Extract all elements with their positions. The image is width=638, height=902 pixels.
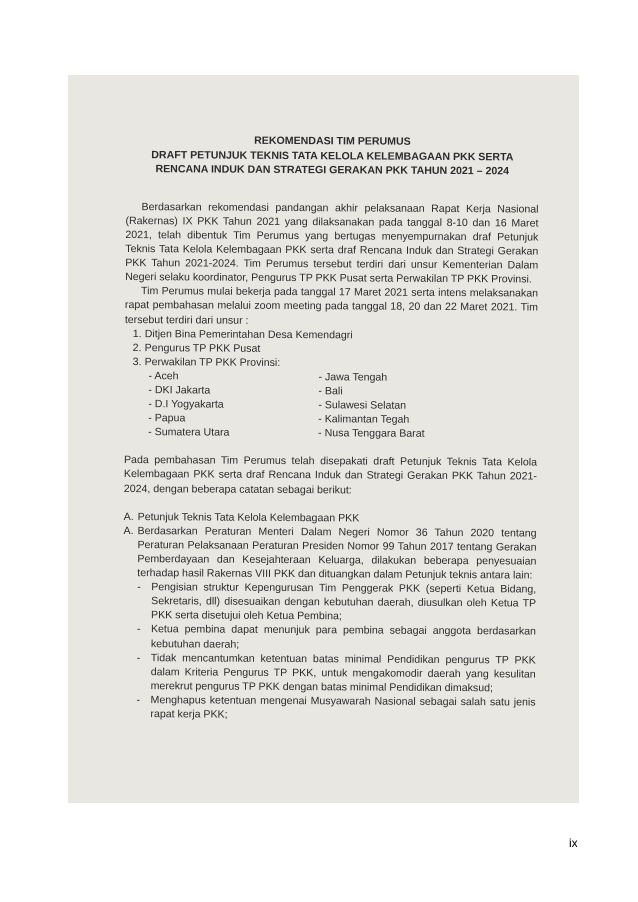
title-line-3: RENCANA INDUK DAN STRATEGI GERAKAN PKK TAHUN 2021 – 2024: [155, 163, 510, 178]
paragraph-1: Berdasarkan rekomendasi pandangan akhir pelaksanaan Rapat Kerja Nasional (Rakernas) IX PKK Tahun 2021 yang dilaksanakan pada tanggal 8-10 dan 16 Maret 2021, telah dibentuk Tim Perumus yang bertugas menyempurnakan draf Petunjuk Teknis Tata Kelola Kelembagaan PKK serta draf Rencana Induk dan Strategi Gerakan PKK Tahun 2021-2024. Tim Perumus tersebut terdiri dari unsur Kementerian Dalam Negeri selaku koordinator, Pengurus TP PKK Pusat serta Perwakilan TP PKK Provinsi.: [125, 200, 539, 286]
title-line-1: REKOMENDASI TIM PERUMUS: [254, 134, 411, 148]
province-list: [124, 369, 537, 442]
document-title: [126, 133, 539, 179]
page-number: ix: [569, 836, 578, 850]
province-item: - Bali: [318, 385, 343, 398]
list-item: - Pengisian struktur Kepengurusan Tim Penggerak PKK (seperti Ketua Bidang, Sekretaris, dll) disesuaikan dengan kebutuhan daerah, diusulkan oleh Ketua TP PKK serta disetujui oleh Ketua Pembina;: [137, 581, 537, 623]
province-item: - Nusa Tenggara Barat: [318, 427, 425, 441]
page-body: [122, 133, 539, 724]
section-a-heading: A. Petunjuk Teknis Tata Kelola Kelembagaan PKK: [123, 510, 360, 525]
list-item: 3. Perwakilan TP PKK Provinsi:: [132, 355, 281, 369]
list-item: - Menghapus ketentuan mengenai Musyawarah Nasional sebagai salah satu jenis rapat kerja PKK;: [136, 693, 536, 721]
section-a-body: A. Berdasarkan Peraturan Menteri Dalam Negeri Nomor 36 Tahun 2020 tentang Peraturan Pelaksanaan Peraturan Presiden Nomor 99 Tahun 2017 tentang Gerakan Pemberdayaan dan Kesejahteraan Keluarga, dilakukan beberapa penyesuaian terhadap hasil Rakernas VIII PKK dan dituangkan dalam Petunjuk teknis antara lain:: [123, 524, 537, 582]
title-line-2: DRAFT PETUNJUK TEKNIS TATA KELOLA KELEMBAGAAN PKK SERTA: [151, 148, 514, 163]
province-item: - Sumatera Utara: [148, 426, 230, 439]
list-item: 1. Ditjen Bina Pemerintahan Desa Kemendagri: [132, 327, 353, 342]
province-item: - Jawa Tengah: [318, 371, 388, 384]
paragraph-2: Tim Perumus mulai bekerja pada tanggal 17 Maret 2021 serta intens melaksanakan rapat pembahasan melalui zoom meeting pada tanggal 18, 20 dan 22 Maret 2021. Tim tersebut terdiri dari unsur :: [124, 285, 539, 327]
paragraph-3: Pada pembahasan Tim Perumus telah disepakati draft Petunjuk Teknis Tata Kelola Kelembagaan PKK serta draf Rencana Induk dan Strategi Gerakan PKK Tahun 2021-2024, dengan beberapa catatan sebagai berikut:: [123, 454, 538, 496]
province-item: - D.I Yogyakarta: [148, 398, 224, 411]
list-item: - Tidak mencantumkan ketentuan batas minimal Pendidikan pengurus TP PKK dalam Kriteria Pengurus TP PKK, untuk mengakomodir daerah yang kesulitan merekrut pengurus TP PKK dengan batas minimal Pendidikan dimaksud;: [136, 651, 536, 695]
list-item: 2. Pengurus TP PKK Pusat: [132, 341, 261, 355]
province-item: - Kalimantan Tegah: [318, 413, 410, 426]
scanned-page: [68, 75, 579, 803]
member-list: [125, 327, 538, 372]
list-item: - Ketua pembina dapat menunjuk para pembina sebagai anggota berdasarkan kebutuhan daerah;: [136, 623, 536, 651]
province-item: - DKI Jakarta: [148, 384, 211, 397]
province-item: - Papua: [148, 412, 186, 425]
province-item: - Aceh: [148, 370, 179, 383]
province-item: - Sulawesi Selatan: [318, 399, 407, 412]
